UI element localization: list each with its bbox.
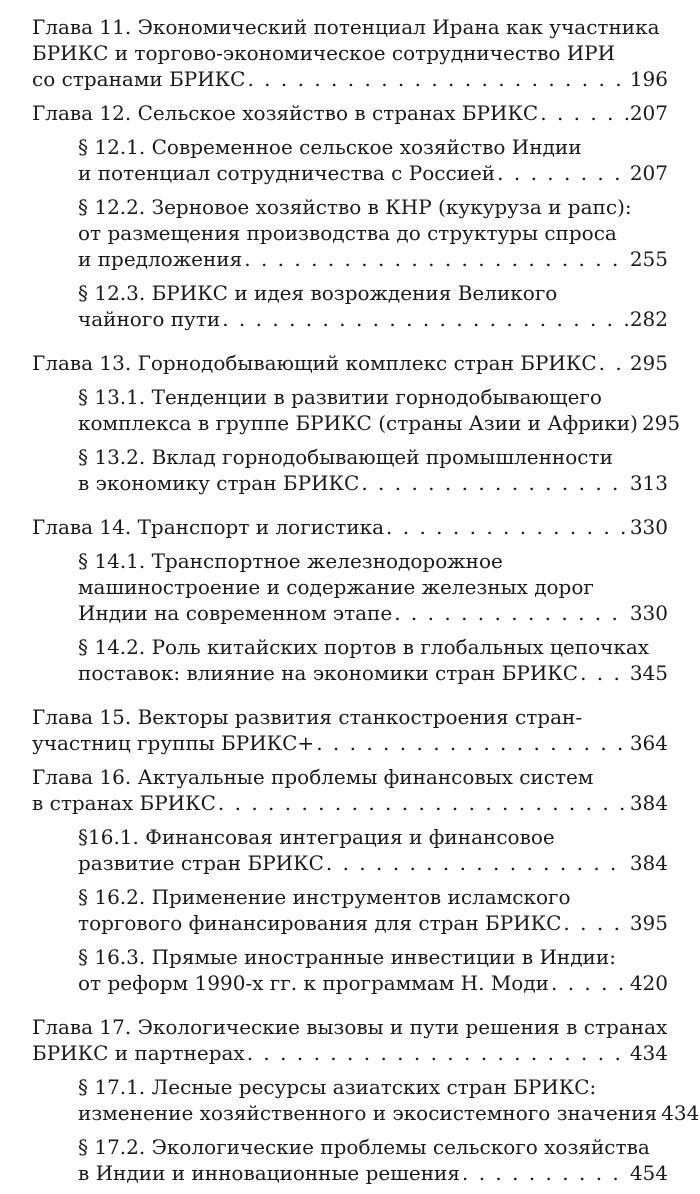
- toc-entry-title-line: чайного пути: [78, 307, 221, 331]
- page-number: 364: [629, 731, 668, 755]
- toc-entry-title-line: и потенциал сотрудничества с Россией: [78, 161, 496, 185]
- toc-entry-title-line: Глава 15. Векторы развития станкостроения стран-: [32, 705, 583, 729]
- toc-section-entry[interactable]: [32, 944, 668, 996]
- page-number: 313: [629, 471, 668, 495]
- dot-leader: [580, 660, 628, 686]
- toc-entry-title-line: § 16.2. Применение инструментов исламского: [78, 885, 571, 909]
- toc-entry-title-line: Глава 17. Экологические вызовы и пути решения в странах: [32, 1015, 668, 1039]
- toc-entry-last-line: [78, 160, 668, 186]
- dot-leader: [316, 730, 628, 756]
- toc-entry-last-line: [32, 100, 668, 126]
- dot-leader: [218, 790, 628, 816]
- toc-entry-title-line: § 13.1. Тенденции в развитии горнодобывающего: [78, 385, 602, 409]
- toc-section-entry[interactable]: [32, 194, 668, 272]
- toc-entry-last-line: [78, 1100, 700, 1126]
- toc-entry-title-line: в странах БРИКС: [32, 791, 216, 815]
- dot-leader: [247, 66, 627, 92]
- dot-leader: [394, 600, 628, 626]
- dot-leader: [540, 100, 628, 126]
- page-number: 384: [629, 791, 668, 815]
- toc-entry-last-line: [78, 660, 668, 686]
- page-number: 207: [629, 161, 668, 185]
- toc-section-entry[interactable]: [32, 384, 681, 436]
- toc-chapter-entry[interactable]: [32, 100, 668, 126]
- toc-entry-title-line: Глава 11. Экономический потенциал Ирана как участника: [32, 15, 660, 39]
- toc-entry-title-line: БРИКС и торгово-экономическое сотрудничество ИРИ: [32, 41, 616, 65]
- toc-entry-last-line: [78, 1160, 668, 1186]
- toc-entry-title-line: в Индии и инновационные решения: [78, 1161, 460, 1185]
- toc-entry-title-line: Глава 13. Горнодобывающий комплекс стран БРИКС: [32, 351, 597, 375]
- toc-entry-last-line: [78, 246, 668, 272]
- toc-entry-title-line: в экономику стран БРИКС: [78, 471, 360, 495]
- toc-entry-title-line: со странами БРИКС: [32, 67, 246, 91]
- toc-entry-last-line: [78, 410, 681, 436]
- dot-leader: [222, 306, 628, 332]
- toc-entry-title-line: участниц группы БРИКС+: [32, 731, 315, 755]
- page-number: 330: [629, 601, 668, 625]
- toc-section-entry[interactable]: [32, 1134, 668, 1186]
- page-number: 395: [629, 911, 668, 935]
- toc-entry-title-line: § 12.1. Современное сельское хозяйство Индии: [78, 135, 582, 159]
- page-number: 196: [629, 67, 668, 91]
- toc-entry-title-line: Индии на современном этапе: [78, 601, 393, 625]
- toc-entry-last-line: [78, 470, 668, 496]
- toc-section-entry[interactable]: [32, 548, 668, 626]
- toc-entry-title-line: § 12.3. БРИКС и идея возрождения Великого: [78, 281, 558, 305]
- toc-entry-title-line: от реформ 1990-х гг. к программам Н. Моди: [78, 971, 549, 995]
- dot-leader: [326, 850, 628, 876]
- toc-section-entry[interactable]: [32, 824, 668, 876]
- page-number: 384: [629, 851, 668, 875]
- toc-entry-title-line: § 13.2. Вклад горнодобывающей промышленности: [78, 445, 613, 469]
- toc-chapter-entry[interactable]: [32, 14, 668, 92]
- toc-entry-last-line: [32, 66, 668, 92]
- toc-entry-title-line: БРИКС и партнерах: [32, 1041, 245, 1065]
- toc-entry-title-line: §16.1. Финансовая интеграция и финансовое: [78, 825, 555, 849]
- dot-leader: [386, 514, 628, 540]
- toc-entry-last-line: [32, 730, 668, 756]
- toc-entry-title-line: машиностроение и содержание железных дорог: [78, 575, 594, 599]
- toc-entry-title-line: § 12.2. Зерновое хозяйство в КНР (кукуруза и рапс):: [78, 195, 632, 219]
- toc-entry-title-line: торгового финансирования для стран БРИКС: [78, 911, 562, 935]
- toc-section-entry[interactable]: [32, 1074, 700, 1126]
- toc-entry-title-line: изменение хозяйственного и экосистемного значения: [78, 1101, 658, 1125]
- toc-entry-last-line: [78, 306, 668, 332]
- page-number: 330: [629, 515, 668, 539]
- dot-leader: [361, 470, 628, 496]
- toc-entry-title-line: и предложения: [78, 247, 243, 271]
- toc-entry-title-line: Глава 14. Транспорт и логистика: [32, 515, 385, 539]
- toc-entry-last-line: [32, 514, 668, 540]
- toc-entry-title-line: поставок: влияние на экономики стран БРИКС: [78, 661, 579, 685]
- toc-entry-last-line: [78, 850, 668, 876]
- table-of-contents: [32, 14, 700, 1194]
- page-number: 434: [629, 1041, 668, 1065]
- page-number: 345: [629, 661, 668, 685]
- page-number: 295: [629, 351, 668, 375]
- toc-entry-title-line: развитие стран БРИКС: [78, 851, 324, 875]
- toc-section-entry[interactable]: [32, 280, 668, 332]
- dot-leader: [462, 1160, 628, 1186]
- dot-leader: [551, 970, 628, 996]
- toc-entry-last-line: [78, 970, 668, 996]
- toc-section-entry[interactable]: [32, 634, 668, 686]
- toc-entry-last-line: [32, 350, 668, 376]
- toc-chapter-entry[interactable]: [32, 764, 668, 816]
- dot-leader: [244, 246, 628, 272]
- toc-chapter-entry[interactable]: [32, 350, 668, 376]
- page-number: 434: [661, 1101, 700, 1125]
- toc-entry-last-line: [78, 600, 668, 626]
- toc-entry-title-line: Глава 12. Сельское хозяйство в странах БРИКС: [32, 101, 539, 125]
- toc-entry-title-line: § 16.3. Прямые иностранные инвестиции в Индии:: [78, 945, 616, 969]
- dot-leader: [599, 350, 628, 376]
- page-number: 420: [629, 971, 668, 995]
- toc-chapter-entry[interactable]: [32, 1014, 668, 1066]
- toc-entry-title-line: § 17.1. Лесные ресурсы азиатских стран БРИКС:: [78, 1075, 597, 1099]
- toc-chapter-entry[interactable]: [32, 514, 668, 540]
- toc-entry-title-line: от размещения производства до структуры спроса: [78, 221, 617, 245]
- page-number: 207: [629, 101, 668, 125]
- toc-section-entry[interactable]: [32, 134, 668, 186]
- page-number: 295: [641, 411, 681, 435]
- toc-entry-title-line: Глава 16. Актуальные проблемы финансовых систем: [32, 765, 594, 789]
- toc-entry-title-line: § 14.2. Роль китайских портов в глобальных цепочках: [78, 635, 650, 659]
- page-number: 282: [629, 307, 668, 331]
- toc-chapter-entry[interactable]: [32, 704, 668, 756]
- toc-entry-title-line: § 14.1. Транспортное железнодорожное: [78, 549, 503, 573]
- dot-leader: [247, 1040, 628, 1066]
- page-number: 454: [629, 1161, 668, 1185]
- toc-entry-last-line: [32, 1040, 668, 1066]
- toc-section-entry[interactable]: [32, 884, 668, 936]
- dot-leader: [563, 910, 627, 936]
- toc-entry-last-line: [78, 910, 668, 936]
- toc-section-entry[interactable]: [32, 444, 668, 496]
- toc-entry-title-line: § 17.2. Экологические проблемы сельского хозяйства: [78, 1135, 650, 1159]
- dot-leader: [497, 160, 628, 186]
- page-number: 255: [629, 247, 668, 271]
- toc-entry-title-line: комплекса в группе БРИКС (страны Азии и Африки): [78, 411, 638, 435]
- toc-entry-last-line: [32, 790, 668, 816]
